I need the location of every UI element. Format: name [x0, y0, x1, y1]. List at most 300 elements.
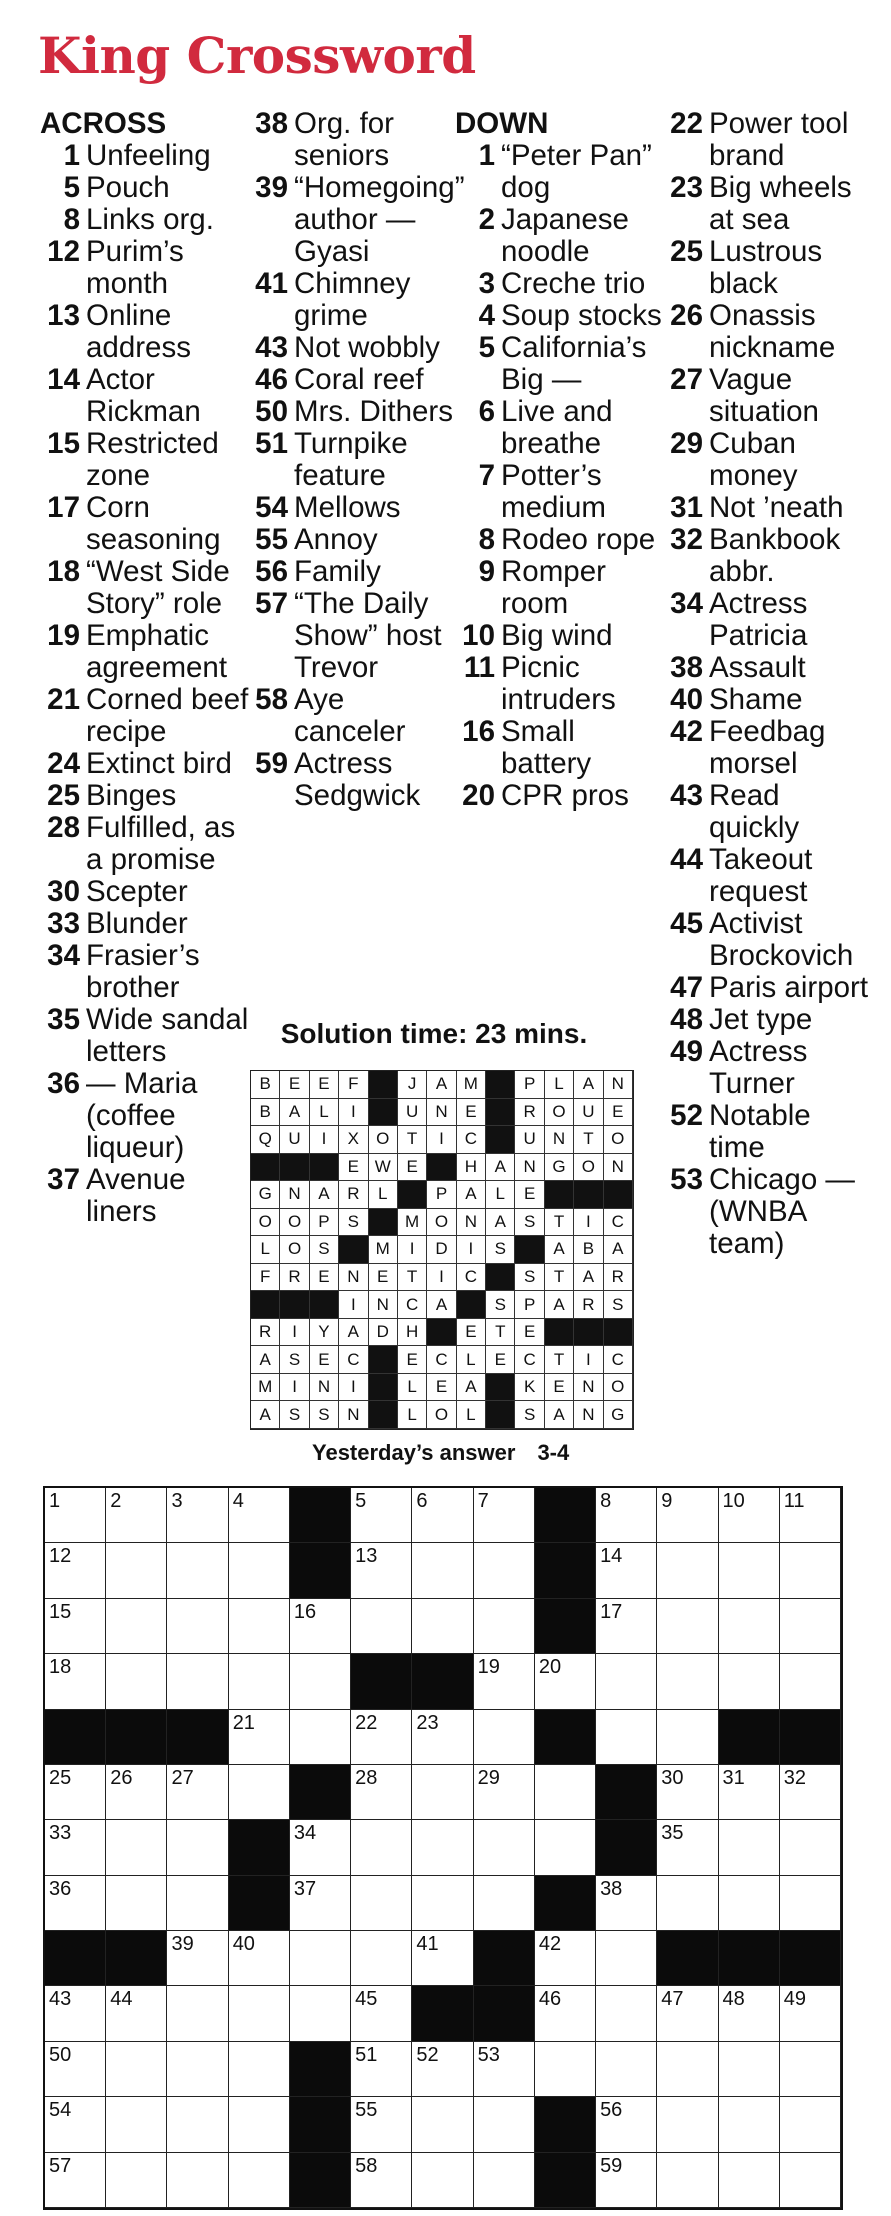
- answer-cell[interactable]: [229, 1599, 290, 1654]
- answer-cell[interactable]: [719, 1820, 780, 1875]
- cell-number: 57: [49, 2154, 72, 2177]
- answer-cell[interactable]: [167, 1543, 228, 1598]
- cell-number: 9: [661, 1490, 673, 1512]
- down-clue: [455, 332, 665, 396]
- answer-cell[interactable]: [596, 2042, 657, 2097]
- answer-cell[interactable]: [106, 1654, 167, 1709]
- answer-cell[interactable]: [474, 1765, 535, 1820]
- answer-cell[interactable]: [351, 1820, 412, 1875]
- solution-letter: I: [310, 1126, 339, 1154]
- answer-cell[interactable]: [106, 2153, 167, 2208]
- down-clue: [455, 780, 665, 812]
- clue-number: 26: [670, 299, 703, 332]
- answer-cell[interactable]: [290, 1599, 351, 1654]
- clue-number: 53: [670, 1163, 703, 1196]
- solution-letter: T: [574, 1126, 603, 1154]
- across-clue: [248, 171, 465, 268]
- solution-letter: N: [604, 1154, 633, 1182]
- answer-cell[interactable]: [780, 1488, 841, 1543]
- answer-cell[interactable]: [596, 1986, 657, 2041]
- answer-cell[interactable]: [535, 1931, 596, 1986]
- clue-text: Turnpike feature: [294, 427, 408, 492]
- clue-number: 6: [478, 395, 495, 428]
- clue-text: — Maria (coffee liqueur): [86, 1067, 198, 1164]
- answer-cell[interactable]: [290, 1931, 351, 1986]
- solution-black-square: [604, 1181, 633, 1209]
- answer-cell[interactable]: [412, 1599, 473, 1654]
- clue-text: Actress Sedgwick: [294, 747, 421, 812]
- answer-cell[interactable]: [596, 1543, 657, 1598]
- answer-cell[interactable]: [535, 1820, 596, 1875]
- across-clue: [248, 268, 458, 332]
- solution-letter: I: [339, 1099, 368, 1127]
- answer-cell[interactable]: [596, 2097, 657, 2152]
- clue-text: Wide sandal letters: [86, 1003, 249, 1068]
- solution-black-square: [280, 1291, 309, 1319]
- clue-text: Mellows: [294, 491, 401, 524]
- solution-letter: A: [545, 1236, 574, 1264]
- answer-cell[interactable]: [229, 1654, 290, 1709]
- answer-cell[interactable]: [351, 1876, 412, 1931]
- answer-cell[interactable]: [657, 1654, 718, 1709]
- clue-text: Creche trio: [501, 267, 646, 300]
- answer-cell[interactable]: [474, 1654, 535, 1709]
- answer-cell[interactable]: [719, 1654, 780, 1709]
- answer-cell[interactable]: [780, 1543, 841, 1598]
- clue-number: 49: [670, 1035, 703, 1068]
- black-square: [780, 1710, 841, 1765]
- answer-cell[interactable]: [45, 1765, 106, 1820]
- answer-cell[interactable]: [412, 2153, 473, 2208]
- answer-cell[interactable]: [657, 1876, 718, 1931]
- across-clue: [40, 556, 250, 620]
- clue-text: Extinct bird: [86, 747, 232, 780]
- solution-letter: Q: [251, 1126, 280, 1154]
- answer-cell[interactable]: [474, 1710, 535, 1765]
- answer-cell[interactable]: [474, 2153, 535, 2208]
- cell-number: 49: [783, 1988, 807, 2011]
- answer-cell[interactable]: [780, 1876, 841, 1931]
- answer-cell[interactable]: [106, 1599, 167, 1654]
- answer-cell[interactable]: [412, 1931, 473, 1986]
- solution-letter: T: [486, 1319, 515, 1347]
- clue-number: 5: [478, 331, 495, 364]
- answer-cell[interactable]: [351, 1986, 412, 2041]
- answer-cell[interactable]: [474, 1488, 535, 1543]
- solution-black-square: [604, 1319, 633, 1347]
- solution-black-square: [486, 1071, 515, 1099]
- answer-cell[interactable]: [535, 1986, 596, 2041]
- answer-cell[interactable]: [167, 1488, 228, 1543]
- answer-cell[interactable]: [657, 2097, 718, 2152]
- solution-letter: I: [398, 1236, 427, 1264]
- answer-cell[interactable]: [45, 1820, 106, 1875]
- clue-text: Fulfilled, as a promise: [86, 811, 236, 876]
- answer-cell[interactable]: [290, 1654, 351, 1709]
- answer-cell[interactable]: [351, 1599, 412, 1654]
- clue-text: Power tool brand: [709, 107, 849, 172]
- cell-number: 25: [49, 1766, 72, 1789]
- down-clue: [663, 300, 873, 364]
- answer-cell[interactable]: [780, 2042, 841, 2097]
- clue-text: Unfeeling: [86, 139, 211, 172]
- clue-text: Small battery: [501, 715, 592, 780]
- clue-number: 34: [670, 587, 703, 620]
- cell-number: 4: [232, 1490, 244, 1512]
- clue-number: 12: [47, 235, 80, 268]
- solution-letter: K: [515, 1374, 544, 1402]
- answer-cell[interactable]: [351, 1765, 412, 1820]
- answer-cell[interactable]: [106, 2097, 167, 2152]
- clue-number: 56: [255, 555, 288, 588]
- clue-number: 28: [47, 811, 80, 844]
- answer-cell[interactable]: [596, 1931, 657, 1986]
- answer-cell[interactable]: [167, 1654, 228, 1709]
- solution-letter: E: [398, 1346, 427, 1374]
- answer-cell[interactable]: [106, 1820, 167, 1875]
- answer-cell[interactable]: [229, 1543, 290, 1598]
- solution-letter: N: [604, 1071, 633, 1099]
- answer-cell[interactable]: [657, 1765, 718, 1820]
- clue-text: Live and breathe: [501, 395, 613, 460]
- solution-black-square: [457, 1291, 486, 1319]
- answer-cell[interactable]: [229, 1931, 290, 1986]
- clue-number: 1: [478, 139, 495, 172]
- solution-letter: A: [427, 1071, 456, 1099]
- clue-text: Soup stocks: [501, 299, 662, 332]
- answer-cell[interactable]: [167, 2097, 228, 2152]
- cell-number: 31: [722, 1766, 745, 1789]
- answer-cell[interactable]: [167, 2153, 228, 2208]
- across-clue: [40, 620, 250, 684]
- solution-letter: O: [427, 1209, 456, 1237]
- answer-cell[interactable]: [106, 1488, 167, 1543]
- solution-letter: S: [486, 1236, 515, 1264]
- answer-cell[interactable]: [596, 2153, 657, 2208]
- across-clue: [40, 1068, 250, 1164]
- answer-cell[interactable]: [290, 1986, 351, 2041]
- black-square: [719, 1710, 780, 1765]
- answer-cell[interactable]: [657, 1599, 718, 1654]
- clue-number: 18: [47, 555, 80, 588]
- answer-cell[interactable]: [474, 1820, 535, 1875]
- answer-cell[interactable]: [474, 2042, 535, 2097]
- solution-letter: E: [457, 1099, 486, 1127]
- down-clue: [663, 716, 873, 780]
- cell-number: 59: [600, 2154, 623, 2177]
- solution-letter: E: [427, 1374, 456, 1402]
- answer-cell[interactable]: [412, 1710, 473, 1765]
- answer-cell[interactable]: [596, 1876, 657, 1931]
- cell-number: 27: [171, 1766, 194, 1789]
- answer-cell[interactable]: [167, 1986, 228, 2041]
- answer-cell[interactable]: [474, 1876, 535, 1931]
- across-clue: [40, 364, 250, 428]
- across-clue: [248, 428, 458, 492]
- answer-cell[interactable]: [229, 1488, 290, 1543]
- black-square: [657, 1931, 718, 1986]
- black-square: [290, 1488, 351, 1543]
- answer-cell[interactable]: [657, 1986, 718, 2041]
- down-clue: [663, 108, 873, 172]
- solution-letter: T: [398, 1126, 427, 1154]
- solution-letter: S: [604, 1291, 633, 1319]
- solution-letter: I: [339, 1374, 368, 1402]
- answer-cell[interactable]: [290, 1820, 351, 1875]
- solution-letter: Y: [310, 1319, 339, 1347]
- solution-black-square: [251, 1154, 280, 1182]
- across-clues-column-2: [248, 107, 465, 812]
- answer-cell[interactable]: [351, 1543, 412, 1598]
- answer-cell[interactable]: [229, 2153, 290, 2208]
- answer-cell[interactable]: [535, 1654, 596, 1709]
- solution-letter: C: [604, 1346, 633, 1374]
- answer-cell[interactable]: [780, 2153, 841, 2208]
- down-clue: [455, 300, 665, 332]
- solution-letter: I: [427, 1126, 456, 1154]
- clue-text: Not ’neath: [709, 491, 844, 524]
- cell-number: 37: [293, 1877, 317, 1900]
- clue-number: 34: [47, 939, 80, 972]
- answer-cell[interactable]: [719, 1543, 780, 1598]
- clue-text: Corn seasoning: [86, 491, 221, 556]
- black-square: [229, 1876, 290, 1931]
- answer-cell[interactable]: [780, 1820, 841, 1875]
- solution-letter: N: [339, 1264, 368, 1292]
- answer-cell[interactable]: [780, 1986, 841, 2041]
- solution-letter: S: [515, 1209, 544, 1237]
- solution-letter: N: [574, 1374, 603, 1402]
- answer-cell[interactable]: [535, 1765, 596, 1820]
- black-square: [535, 1710, 596, 1765]
- clue-text: Annoy: [294, 523, 378, 556]
- answer-cell[interactable]: [106, 1543, 167, 1598]
- answer-cell[interactable]: [45, 1876, 106, 1931]
- answer-cell[interactable]: [167, 1599, 228, 1654]
- answer-cell[interactable]: [45, 1543, 106, 1598]
- answer-cell[interactable]: [45, 2042, 106, 2097]
- solution-black-square: [486, 1374, 515, 1402]
- cell-number: 17: [600, 1600, 623, 1623]
- cell-number: 12: [49, 1545, 72, 1568]
- answer-cell[interactable]: [106, 2042, 167, 2097]
- answer-cell[interactable]: [657, 2153, 718, 2208]
- answer-cell[interactable]: [657, 1820, 718, 1875]
- answer-cell[interactable]: [780, 1599, 841, 1654]
- answer-cell[interactable]: [412, 1765, 473, 1820]
- answer-cell[interactable]: [412, 2097, 473, 2152]
- black-square: [290, 1543, 351, 1598]
- clue-number: 39: [255, 171, 288, 204]
- solution-letter: L: [457, 1346, 486, 1374]
- answer-cell[interactable]: [290, 1710, 351, 1765]
- answer-cell[interactable]: [351, 2042, 412, 2097]
- clue-text: “West Side Story” role: [86, 555, 230, 620]
- answer-cell[interactable]: [474, 1543, 535, 1598]
- cell-number: 16: [293, 1600, 317, 1623]
- answer-cell[interactable]: [45, 2097, 106, 2152]
- down-clue: [663, 428, 873, 492]
- answer-cell[interactable]: [780, 1654, 841, 1709]
- answer-cell[interactable]: [229, 1710, 290, 1765]
- clue-number: 58: [255, 683, 288, 716]
- solution-letter: E: [280, 1071, 309, 1099]
- black-square: [106, 1710, 167, 1765]
- answer-cell[interactable]: [596, 1710, 657, 1765]
- across-clue: [40, 140, 250, 172]
- answer-cell[interactable]: [412, 1543, 473, 1598]
- answer-cell[interactable]: [412, 1820, 473, 1875]
- solution-letter: T: [545, 1264, 574, 1292]
- clue-number: 40: [670, 683, 703, 716]
- solution-letter: B: [574, 1236, 603, 1264]
- answer-cell[interactable]: [167, 1820, 228, 1875]
- answer-cell[interactable]: [167, 1931, 228, 1986]
- solution-letter: I: [280, 1319, 309, 1347]
- solution-letter: S: [280, 1346, 309, 1374]
- answer-cell[interactable]: [535, 2042, 596, 2097]
- black-square: [535, 1488, 596, 1543]
- solution-letter: E: [398, 1154, 427, 1182]
- solution-letter: E: [310, 1264, 339, 1292]
- clue-text: Emphatic agreement: [86, 619, 228, 684]
- answer-cell[interactable]: [290, 1876, 351, 1931]
- answer-cell[interactable]: [412, 1488, 473, 1543]
- black-square: [229, 1820, 290, 1875]
- solution-letter: O: [427, 1401, 456, 1429]
- answer-cell[interactable]: [780, 1765, 841, 1820]
- answer-cell[interactable]: [657, 1543, 718, 1598]
- answer-cell[interactable]: [657, 1710, 718, 1765]
- across-clue: [40, 780, 250, 812]
- across-clue: [40, 876, 250, 908]
- solution-letter: A: [486, 1154, 515, 1182]
- answer-cell[interactable]: [45, 2153, 106, 2208]
- clue-number: 17: [47, 491, 80, 524]
- black-square: [474, 1986, 535, 2041]
- answer-cell[interactable]: [351, 2153, 412, 2208]
- black-square: [535, 1876, 596, 1931]
- solution-letter: N: [310, 1374, 339, 1402]
- answer-cell[interactable]: [45, 1654, 106, 1709]
- answer-cell[interactable]: [229, 2097, 290, 2152]
- solution-letter: T: [545, 1346, 574, 1374]
- answer-cell[interactable]: [474, 1599, 535, 1654]
- answer-cell[interactable]: [474, 2097, 535, 2152]
- yesterday-caption: [312, 1440, 569, 1466]
- down-clue: [455, 268, 665, 300]
- clue-number: 52: [670, 1099, 703, 1132]
- answer-cell[interactable]: [719, 2153, 780, 2208]
- solution-letter: U: [280, 1126, 309, 1154]
- solution-letter: I: [427, 1264, 456, 1292]
- answer-cell[interactable]: [412, 2042, 473, 2097]
- answer-cell[interactable]: [596, 1599, 657, 1654]
- solution-letter: H: [398, 1319, 427, 1347]
- crossword-grid[interactable]: [43, 1486, 843, 2210]
- black-square: [535, 2153, 596, 2208]
- solution-letter: A: [427, 1291, 456, 1319]
- clue-number: 2: [478, 203, 495, 236]
- answer-cell[interactable]: [657, 2042, 718, 2097]
- answer-cell[interactable]: [719, 1599, 780, 1654]
- answer-cell[interactable]: [106, 1876, 167, 1931]
- answer-cell[interactable]: [229, 1986, 290, 2041]
- answer-cell[interactable]: [106, 1986, 167, 2041]
- solution-black-square: [251, 1291, 280, 1319]
- down-clue: [663, 908, 873, 972]
- answer-cell[interactable]: [719, 2097, 780, 2152]
- clue-text: Actress Patricia: [709, 587, 808, 652]
- clue-number: 5: [63, 171, 80, 204]
- answer-cell[interactable]: [719, 1876, 780, 1931]
- answer-cell[interactable]: [45, 1488, 106, 1543]
- answer-cell[interactable]: [167, 1765, 228, 1820]
- answer-cell[interactable]: [719, 1488, 780, 1543]
- cell-number: 42: [538, 1933, 562, 1956]
- clue-text: Onassis nickname: [709, 299, 836, 364]
- solution-letter: A: [251, 1401, 280, 1429]
- answer-cell[interactable]: [719, 1765, 780, 1820]
- answer-cell[interactable]: [45, 1986, 106, 2041]
- solution-letter: U: [515, 1126, 544, 1154]
- answer-cell[interactable]: [657, 1488, 718, 1543]
- answer-cell[interactable]: [167, 1876, 228, 1931]
- solution-letter: B: [251, 1099, 280, 1127]
- solution-letter: O: [251, 1209, 280, 1237]
- answer-cell[interactable]: [719, 2042, 780, 2097]
- answer-cell[interactable]: [351, 1710, 412, 1765]
- answer-cell[interactable]: [45, 1599, 106, 1654]
- solution-letter: L: [545, 1071, 574, 1099]
- solution-letter: G: [604, 1401, 633, 1429]
- across-clue: [40, 684, 250, 748]
- answer-cell[interactable]: [167, 2042, 228, 2097]
- solution-black-square: [545, 1319, 574, 1347]
- cell-number: 41: [416, 1933, 439, 1956]
- clue-text: Paris airport: [709, 971, 869, 1004]
- across-clue: [248, 396, 458, 428]
- down-clue: [455, 652, 665, 716]
- answer-cell[interactable]: [351, 1488, 412, 1543]
- answer-cell[interactable]: [229, 1765, 290, 1820]
- down-clue: [455, 556, 665, 620]
- answer-cell[interactable]: [780, 2097, 841, 2152]
- solution-letter: P: [515, 1291, 544, 1319]
- cell-number: 18: [49, 1656, 72, 1679]
- answer-cell[interactable]: [412, 1876, 473, 1931]
- solution-letter: A: [574, 1071, 603, 1099]
- answer-cell[interactable]: [596, 1488, 657, 1543]
- cell-number: 39: [171, 1933, 194, 1956]
- solution-letter: S: [339, 1209, 368, 1237]
- answer-cell[interactable]: [596, 1654, 657, 1709]
- answer-cell[interactable]: [351, 2097, 412, 2152]
- down-clue: [663, 1036, 873, 1100]
- answer-cell[interactable]: [229, 2042, 290, 2097]
- solution-letter: E: [339, 1154, 368, 1182]
- solution-letter: E: [310, 1346, 339, 1374]
- black-square: [780, 1931, 841, 1986]
- across-clue: [40, 300, 250, 364]
- clue-text: California’s Big —: [501, 331, 647, 396]
- solution-black-square: [427, 1154, 456, 1182]
- cell-number: 54: [49, 2099, 72, 2122]
- answer-cell[interactable]: [351, 1931, 412, 1986]
- answer-cell[interactable]: [719, 1986, 780, 2041]
- solution-black-square: [574, 1319, 603, 1347]
- answer-cell[interactable]: [106, 1765, 167, 1820]
